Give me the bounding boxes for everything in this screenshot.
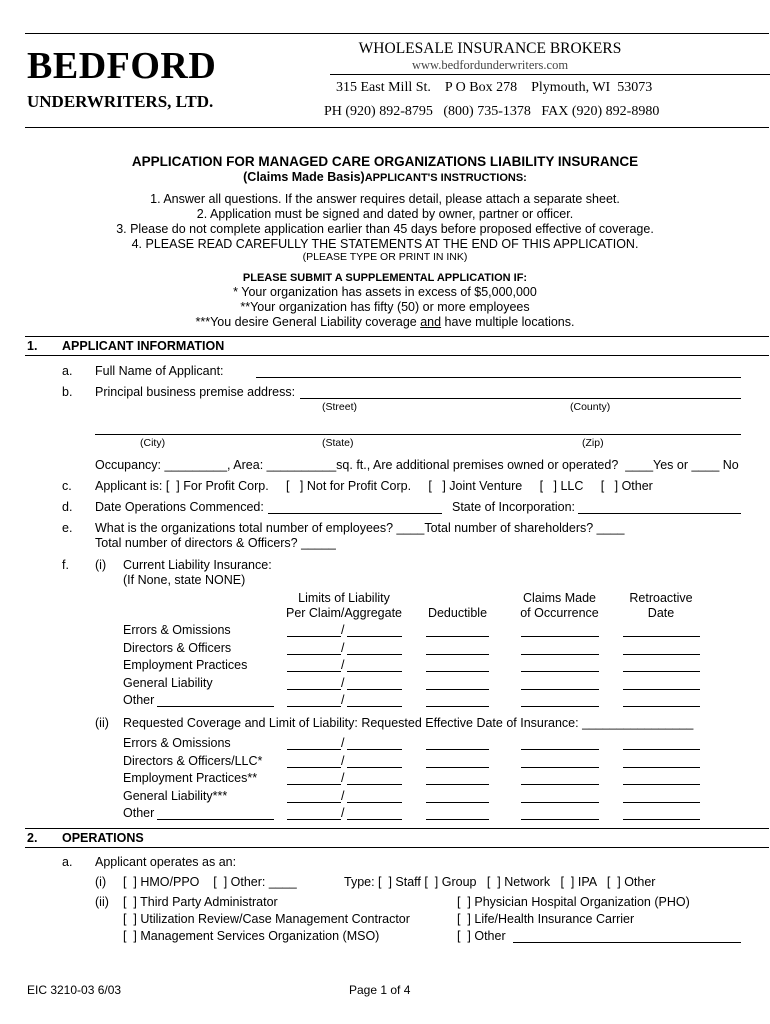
hmo-ppo-options[interactable]: [ ] HMO/PPO [ ] Other: ____ (123, 875, 297, 889)
item-f-i-label: (i) (95, 558, 107, 572)
requested-limit-separator: / (341, 771, 345, 785)
current-row-label: Other (123, 693, 155, 707)
option-other[interactable]: [ ] Other (457, 929, 506, 943)
current-row-label: Employment Practices (123, 658, 248, 672)
supplemental-line-1: * Your organization has assets in excess of $5,000,000 (233, 285, 537, 299)
operations-commenced-label: Date Operations Commenced: (95, 500, 264, 514)
current-retroactive-date-field[interactable] (623, 623, 700, 637)
current-limit-per-claim-field[interactable] (287, 676, 341, 690)
requested-row-label: Errors & Omissions (123, 736, 231, 750)
requested-claims-occurrence-field[interactable] (521, 789, 599, 803)
requested-limit-per-claim-field[interactable] (287, 771, 341, 785)
page-title: APPLICATION FOR MANAGED CARE ORGANIZATIONS LIABILITY INSURANCE (131, 154, 639, 169)
page-subtitle (0, 170, 770, 184)
option-utilization-review[interactable]: [ ] Utilization Review/Case Management Contractor (123, 912, 410, 926)
col-claims-header: Claims Made of Occurrence (520, 591, 599, 620)
current-deductible-field[interactable] (426, 641, 489, 655)
current-limit-separator: / (341, 658, 345, 672)
current-claims-occurrence-field[interactable] (521, 693, 599, 707)
print-note: (PLEASE TYPE OR PRINT IN INK) (302, 251, 468, 263)
instruction-3: 3. Please do not complete application earlier than 45 days before proposed effective of coverage. (116, 222, 654, 236)
company-name: WHOLESALE INSURANCE BROKERS (358, 40, 622, 57)
requested-deductible-field[interactable] (426, 736, 489, 750)
section-1-title: APPLICANT INFORMATION (62, 339, 225, 353)
requested-claims-occurrence-field[interactable] (521, 754, 599, 768)
current-row-label: Errors & Omissions (123, 623, 231, 637)
state-incorporation-label: State of Incorporation: (452, 500, 575, 514)
page-number: Page 1 of 4 (349, 983, 411, 997)
col-retro-header: Retroactive Date (629, 591, 693, 620)
header-bottom-rule (25, 127, 769, 128)
requested-limit-per-claim-field[interactable] (287, 754, 341, 768)
current-limit-aggregate-field[interactable] (347, 658, 402, 672)
requested-claims-occurrence-field[interactable] (521, 806, 599, 820)
option-tpa[interactable]: [ ] Third Party Administrator (123, 895, 278, 909)
current-claims-occurrence-field[interactable] (521, 641, 599, 655)
company-address: 315 East Mill St. P O Box 278 Plymouth, WI 53073 (336, 80, 653, 95)
current-limit-separator: / (341, 623, 345, 637)
current-limit-separator: / (341, 693, 345, 707)
requested-deductible-field[interactable] (426, 789, 489, 803)
section-1-number: 1. (27, 339, 38, 353)
instruction-4: 4. PLEASE READ CAREFULLY THE STATEMENTS AT THE END OF THIS APPLICATION. (131, 237, 639, 251)
type-options[interactable]: Type: [ ] Staff [ ] Group [ ] Network [ ] IPA [ ] Other (344, 875, 656, 889)
requested-coverage-label[interactable]: Requested Coverage and Limit of Liability: Requested Effective Date of Insurance: ________________ (123, 716, 694, 730)
requested-other-name-field[interactable] (157, 806, 274, 820)
current-limit-aggregate-field[interactable] (347, 641, 402, 655)
supplemental-line-3: ***You desire General Liability coverage and have multiple locations. (195, 315, 575, 329)
requested-limit-per-claim-field[interactable] (287, 789, 341, 803)
requested-deductible-field[interactable] (426, 806, 489, 820)
full-name-field[interactable] (256, 364, 741, 378)
current-retroactive-date-field[interactable] (623, 693, 700, 707)
option-mso[interactable]: [ ] Management Services Organization (MSO) (123, 929, 380, 943)
website-rule (330, 74, 770, 75)
item-f-ii-label: (ii) (95, 716, 109, 730)
city-caption: (City) (140, 437, 166, 449)
requested-limit-aggregate-field[interactable] (347, 771, 402, 785)
state-incorporation-field[interactable] (578, 500, 741, 514)
if-none-note: (If None, state NONE) (123, 573, 246, 587)
operates-as-label: Applicant operates as an: (95, 855, 237, 869)
city-state-zip-field[interactable] (95, 421, 741, 435)
current-row-label: Directors & Officers (123, 640, 232, 655)
requested-limit-per-claim-field[interactable] (287, 806, 341, 820)
state-caption: (State) (322, 437, 354, 449)
current-limit-aggregate-field[interactable] (347, 676, 402, 690)
current-retroactive-date-field[interactable] (623, 658, 700, 672)
street-county-field[interactable] (300, 385, 741, 399)
section-1-bottom-rule (25, 355, 769, 356)
option-pho[interactable]: [ ] Physician Hospital Organization (PHO) (457, 895, 690, 909)
requested-limit-aggregate-field[interactable] (347, 736, 402, 750)
requested-limit-separator: / (341, 736, 345, 750)
requested-limit-separator: / (341, 806, 345, 820)
brand-name: BEDFORD (27, 45, 217, 87)
instruction-1: 1. Answer all questions. If the answer requires detail, please attach a separate sheet. (150, 192, 620, 206)
directors-question[interactable]: Total number of directors & Officers? _____ (95, 536, 336, 550)
current-row-label: General Liability (123, 675, 213, 690)
current-limit-separator: / (341, 675, 345, 690)
current-deductible-field[interactable] (426, 658, 489, 672)
section-2-bottom-rule (25, 847, 769, 848)
current-claims-occurrence-field[interactable] (521, 623, 599, 637)
current-other-name-field[interactable] (157, 693, 274, 707)
instruction-2: 2. Application must be signed and dated by owner, partner or officer. (196, 207, 574, 221)
requested-retroactive-date-field[interactable] (623, 806, 700, 820)
requested-claims-occurrence-field[interactable] (521, 771, 599, 785)
item-e-label: e. (62, 521, 73, 535)
operations-commenced-field[interactable] (268, 500, 442, 514)
claims-basis: (Claims Made Basis) (243, 170, 365, 184)
zip-caption: (Zip) (582, 437, 604, 449)
item-c-label: c. (62, 479, 72, 493)
current-claims-occurrence-field[interactable] (521, 658, 599, 672)
supplemental-line-2: **Your organization has fifty (50) or more employees (240, 300, 530, 314)
occupancy-line[interactable]: Occupancy: _________, Area: __________sq. ft., Are additional premises owned or operated? ____Yes or ____ No (95, 458, 739, 472)
current-deductible-field[interactable] (426, 693, 489, 707)
requested-row-label: General Liability*** (123, 788, 228, 803)
col-deductible-header: Deductible (427, 606, 488, 620)
requested-limit-aggregate-field[interactable] (347, 789, 402, 803)
requested-row-label: Directors & Officers/LLC* (123, 753, 263, 768)
supplemental-heading: PLEASE SUBMIT A SUPPLEMENTAL APPLICATION IF: (242, 272, 528, 284)
company-phones: PH (920) 892-8795 (800) 735-1378 FAX (920) 892-8980 (324, 104, 660, 119)
street-caption: (Street) (322, 401, 358, 413)
employees-question[interactable]: What is the organizations total number of employees? ____Total number of shareholders? ____ (95, 521, 625, 535)
address-label: Principal business premise address: (95, 385, 296, 399)
section-1-top-rule (25, 336, 769, 337)
col-limits-header: Limits of Liability Per Claim/Aggregate (285, 591, 403, 620)
instructions-heading: APPLICANT'S INSTRUCTIONS: (364, 172, 527, 184)
current-deductible-field[interactable] (426, 676, 489, 690)
county-caption: (County) (570, 401, 611, 413)
current-limit-per-claim-field[interactable] (287, 623, 341, 637)
item-b-label: b. (62, 385, 73, 399)
requested-claims-occurrence-field[interactable] (521, 736, 599, 750)
current-limit-per-claim-field[interactable] (287, 658, 341, 672)
current-liability-label: Current Liability Insurance: (123, 558, 272, 572)
requested-limit-separator: / (341, 753, 345, 768)
other-operation-field[interactable] (513, 929, 741, 943)
current-claims-occurrence-field[interactable] (521, 676, 599, 690)
current-retroactive-date-field[interactable] (623, 676, 700, 690)
option-life-health[interactable]: [ ] Life/Health Insurance Carrier (457, 912, 635, 926)
requested-deductible-field[interactable] (426, 754, 489, 768)
brand-subtitle: UNDERWRITERS, LTD. (27, 92, 214, 111)
requested-limit-aggregate-field[interactable] (347, 754, 402, 768)
section-2-i-label: (i) (95, 875, 107, 889)
section-2-ii-label: (ii) (95, 895, 109, 909)
requested-retroactive-date-field[interactable] (623, 771, 700, 785)
section-2-a-label: a. (62, 855, 73, 869)
requested-retroactive-date-field[interactable] (623, 736, 700, 750)
applicant-type-options[interactable]: Applicant is: [ ] For Profit Corp. [ ] Not for Profit Corp. [ ] Joint Venture [ ] LLC [ ] Other (95, 479, 653, 493)
current-limit-aggregate-field[interactable] (347, 693, 402, 707)
item-f-label: f. (62, 558, 69, 572)
requested-limit-per-claim-field[interactable] (287, 736, 341, 750)
section-2-title: OPERATIONS (62, 831, 144, 845)
item-a-label: a. (62, 364, 73, 378)
requested-retroactive-date-field[interactable] (623, 789, 700, 803)
item-d-label: d. (62, 500, 73, 514)
section-2-top-rule (25, 828, 769, 829)
requested-limit-separator: / (341, 788, 345, 803)
current-limit-per-claim-field[interactable] (287, 693, 341, 707)
current-deductible-field[interactable] (426, 623, 489, 637)
section-2-number: 2. (27, 831, 38, 845)
full-name-label: Full Name of Applicant: (95, 364, 224, 378)
requested-row-label: Employment Practices** (123, 771, 258, 785)
requested-limit-aggregate-field[interactable] (347, 806, 402, 820)
requested-retroactive-date-field[interactable] (623, 754, 700, 768)
company-website[interactable]: www.bedfordunderwriters.com (411, 58, 569, 72)
current-retroactive-date-field[interactable] (623, 641, 700, 655)
requested-row-label: Other (123, 806, 155, 820)
current-limit-separator: / (341, 640, 345, 655)
header-top-rule (25, 33, 769, 34)
requested-deductible-field[interactable] (426, 771, 489, 785)
current-limit-aggregate-field[interactable] (347, 623, 402, 637)
current-limit-per-claim-field[interactable] (287, 641, 341, 655)
form-id: EIC 3210-03 6/03 (27, 983, 122, 997)
